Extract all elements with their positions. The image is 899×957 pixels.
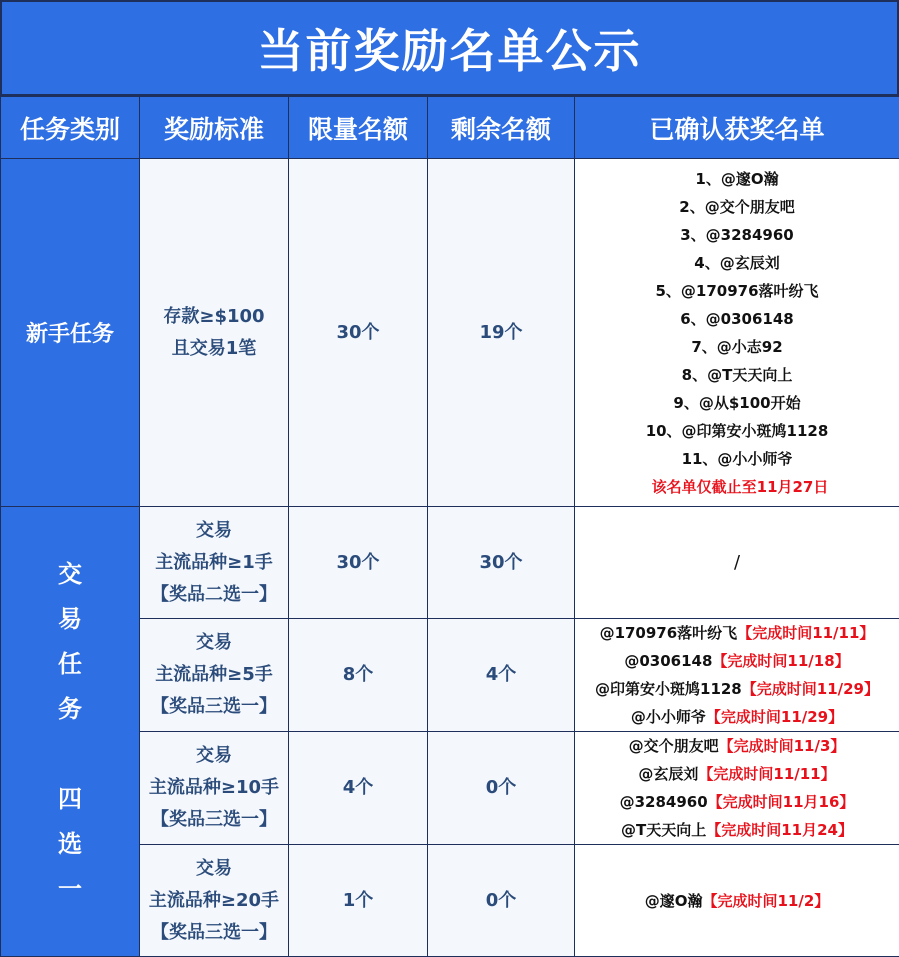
list-item: 5、@170976落叶纷飞 bbox=[575, 277, 899, 305]
list-item: 8、@T天天向上 bbox=[575, 361, 899, 389]
standard-line: 【奖品三选一】 bbox=[140, 804, 288, 836]
standard-line: 存款≥$100 bbox=[140, 301, 288, 333]
header-quota: 限量名额 bbox=[289, 97, 428, 159]
category-trade bbox=[1, 507, 140, 957]
list-item: 1、@邃O瀚 bbox=[575, 165, 899, 193]
list-item bbox=[575, 887, 899, 915]
category-char: 任 bbox=[1, 642, 139, 687]
standard-trade-2 bbox=[140, 619, 289, 732]
table-row-trade-1 bbox=[1, 507, 899, 619]
completion-time: 【完成时间11月16】 bbox=[708, 793, 855, 811]
list-item bbox=[575, 760, 899, 788]
winners-trade-2 bbox=[575, 619, 899, 732]
winner-name: @玄辰刘 bbox=[638, 765, 698, 783]
header-remaining: 剩余名额 bbox=[428, 97, 575, 159]
standard-trade-3 bbox=[140, 732, 289, 845]
quota-newbie: 30个 bbox=[289, 159, 428, 507]
standard-line: 【奖品二选一】 bbox=[140, 579, 288, 611]
list-item: 2、@交个朋友吧 bbox=[575, 193, 899, 221]
winner-name: @小小师爷 bbox=[631, 708, 706, 726]
list-item: 6、@0306148 bbox=[575, 305, 899, 333]
list-item bbox=[575, 675, 899, 703]
standard-line: 且交易1笔 bbox=[140, 333, 288, 365]
list-item bbox=[575, 788, 899, 816]
completion-time: 【完成时间11月24】 bbox=[706, 821, 853, 839]
cutoff-note: 该名单仅截止至11月27日 bbox=[575, 473, 899, 501]
standard-trade-4 bbox=[140, 845, 289, 957]
standard-line: 主流品种≥10手 bbox=[140, 772, 288, 804]
category-char: 易 bbox=[1, 597, 139, 642]
list-item bbox=[575, 647, 899, 675]
list-item: 4、@玄辰刘 bbox=[575, 249, 899, 277]
list-item: 9、@从$100开始 bbox=[575, 389, 899, 417]
header-category: 任务类别 bbox=[1, 97, 140, 159]
standard-trade-1 bbox=[140, 507, 289, 619]
quota-trade-3: 4个 bbox=[289, 732, 428, 845]
standard-line: 主流品种≥5手 bbox=[140, 659, 288, 691]
standard-line: 交易 bbox=[140, 627, 288, 659]
winner-name: @0306148 bbox=[624, 652, 712, 670]
winner-name: @3284960 bbox=[620, 793, 708, 811]
list-item bbox=[575, 816, 899, 844]
list-item: 11、@小小师爷 bbox=[575, 445, 899, 473]
header-row bbox=[1, 97, 899, 159]
remaining-trade-2: 4个 bbox=[428, 619, 575, 732]
list-item bbox=[575, 619, 899, 647]
winners-trade-3 bbox=[575, 732, 899, 845]
standard-line: 【奖品三选一】 bbox=[140, 691, 288, 723]
completion-time: 【完成时间11/29】 bbox=[706, 708, 843, 726]
remaining-trade-4: 0个 bbox=[428, 845, 575, 957]
list-item: 7、@小志92 bbox=[575, 333, 899, 361]
list-item bbox=[575, 703, 899, 731]
page-title: 当前奖励名单公示 bbox=[0, 0, 899, 96]
header-standard: 奖励标准 bbox=[140, 97, 289, 159]
header-winners: 已确认获奖名单 bbox=[575, 97, 899, 159]
winner-name: @交个朋友吧 bbox=[629, 737, 719, 755]
category-char: 交 bbox=[1, 552, 139, 597]
standard-line: 交易 bbox=[140, 515, 288, 547]
standard-line: 主流品种≥1手 bbox=[140, 547, 288, 579]
completion-time: 【完成时间11/11】 bbox=[698, 765, 835, 783]
quota-trade-4: 1个 bbox=[289, 845, 428, 957]
standard-line: 交易 bbox=[140, 853, 288, 885]
completion-time: 【完成时间11/18】 bbox=[712, 652, 849, 670]
winners-trade-4 bbox=[575, 845, 899, 957]
category-gap bbox=[1, 732, 139, 777]
standard-line: 主流品种≥20手 bbox=[140, 885, 288, 917]
winner-name: @T天天向上 bbox=[621, 821, 706, 839]
category-char: 四 bbox=[1, 777, 139, 822]
standard-line: 【奖品三选一】 bbox=[140, 917, 288, 949]
category-char: 一 bbox=[1, 867, 139, 912]
table-row-newbie bbox=[1, 159, 899, 507]
empty-placeholder: / bbox=[734, 552, 740, 573]
standard-line: 交易 bbox=[140, 740, 288, 772]
winner-name: @邃O瀚 bbox=[645, 892, 703, 910]
winner-name: @印第安小斑鸠1128 bbox=[595, 680, 742, 698]
reward-table bbox=[0, 96, 899, 957]
standard-newbie bbox=[140, 159, 289, 507]
list-item: 3、@3284960 bbox=[575, 221, 899, 249]
completion-time: 【完成时间11/11】 bbox=[737, 624, 874, 642]
category-char: 务 bbox=[1, 687, 139, 732]
remaining-newbie: 19个 bbox=[428, 159, 575, 507]
quota-trade-2: 8个 bbox=[289, 619, 428, 732]
completion-time: 【完成时间11/3】 bbox=[719, 737, 846, 755]
category-char: 选 bbox=[1, 822, 139, 867]
winners-newbie bbox=[575, 159, 899, 507]
list-item bbox=[575, 732, 899, 760]
completion-time: 【完成时间11/2】 bbox=[702, 892, 829, 910]
list-item: 10、@印第安小斑鸠1128 bbox=[575, 417, 899, 445]
winners-trade-1 bbox=[575, 507, 899, 619]
remaining-trade-1: 30个 bbox=[428, 507, 575, 619]
category-newbie: 新手任务 bbox=[1, 159, 140, 507]
winner-name: @170976落叶纷飞 bbox=[600, 624, 738, 642]
remaining-trade-3: 0个 bbox=[428, 732, 575, 845]
quota-trade-1: 30个 bbox=[289, 507, 428, 619]
completion-time: 【完成时间11/29】 bbox=[742, 680, 879, 698]
